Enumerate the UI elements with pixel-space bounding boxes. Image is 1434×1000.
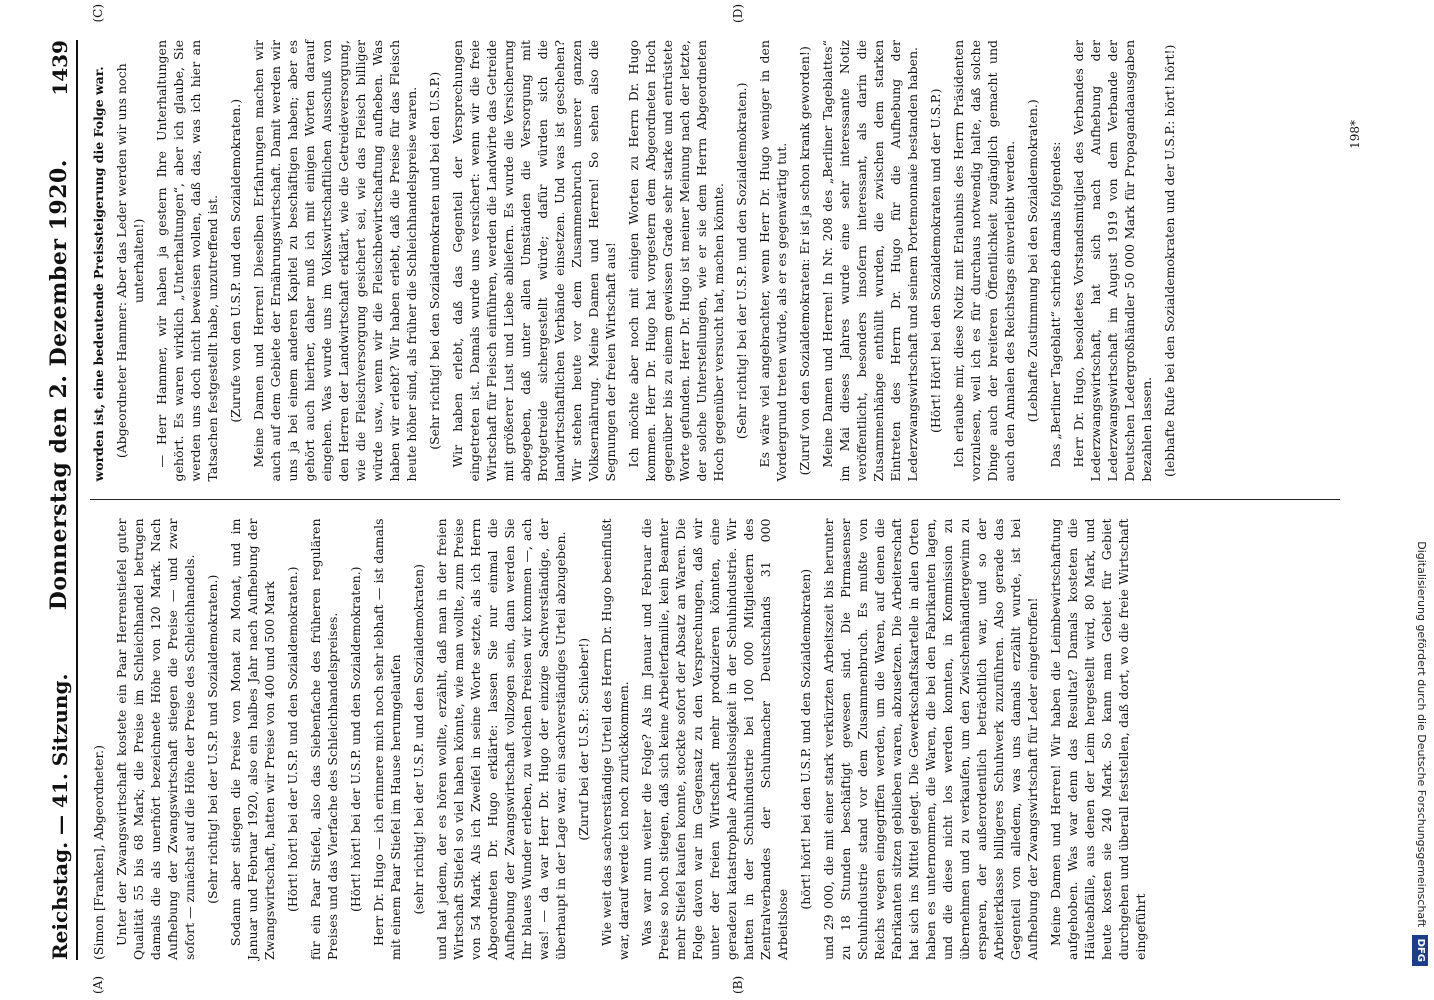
margin-marker-c: (C): [91, 4, 105, 23]
paragraph: Was war nun weiter die Folge? Als im Januar und Februar die Preise so hoch stiegen, daß sich keine Arbeiterfamilie, kein Beamter mehr Stiefel kaufen konnte, stockte sofort der Absatz an Waren. Die Folge davon war im Gegensatz zu den Versprechungen, daß wir unter der freien Wirtschaft mehr produzieren könnten, eine geradezu katastrophale Arbeitslosigkeit in der Schuhindustrie. Wir hatten in der Schuhindustrie bei 100 000 Mitgliedern des Zentralverbandes der Schuhmacher Deutschlands 31 000 Arbeitslose: [639, 518, 790, 960]
paragraph: Meine Damen und Herren! In Nr. 208 des „Berliner Tageblattes“ im Mai dieses Jahres wurde eine sehr interessante Notiz veröffentlicht, besonders insofern interessant, als darin die Zusammenhänge enthüllt wurden, die zwischen dem starken Eintreten des Herrn Dr. Hugo für die Aufhebung der Lederzwangswirtschaft und seinem Portemonnaie bestanden haben.: [820, 40, 920, 482]
credit-text: Digitalisierung gefördert durch die Deutsche Forschungsgemeinschaft: [1415, 541, 1428, 928]
paragraph: — Herr Hammer, wir haben ja gestern Ihre Unterhaltungen gehört. Es waren wirklich „Unterhaltungen“, aber ich glaube, Sie werden uns doch nicht beweisen wollen, daß das, was ich hier an Tatsachen festgestellt habe, unzutreffend ist.: [154, 40, 220, 482]
margin-marker-d: (D): [731, 4, 745, 23]
paragraph: Wir haben erlebt, daß das Gegenteil der Versprechungen eingetreten ist. Damals wurde uns versichert: wenn wir die freie Wirtschaft für Fleisch einführen, werden die Landwirte das Getreide mit größerer Lust und Liebe abliefern. Es wurde die Versicherung abgegeben, daß unter allen Umständen die Versorgung mit Brotgetreide sichergestellt würde; dafür würden sich die landwirtschaftlichen Verbände einsetzen. Und was ist geschehen? Wir stehen heute vor dem Zusammenbruch unserer ganzen Volksernährung. Meine Damen und Herren! So sehen also die Segnungen der freien Wirtschaft aus!: [450, 40, 618, 482]
interjection: (Hört! hört! bei der U.S.P. und den Sozialdemokraten.): [285, 566, 300, 913]
paragraph: worden ist, eine bedeutende Preissteigerung die Folge war.: [91, 66, 106, 482]
digitization-credit: [1410, 6, 1432, 966]
paragraph: Wie weit das sachverständige Urteil des Herrn Dr. Hugo beeinflußt war, darauf werde ich noch zurückkommen.: [599, 518, 631, 960]
paragraph: Ich erlaube mir, diese Notiz mit Erlaubnis des Herrn Präsidenten vorzulesen, weil ich es für durchaus notwendig halte, daß solche Dinge auch der breiteren Öffentlichkeit zugänglich gemacht und auch den Annalen des Reichstags einverleibt werden.: [951, 40, 1017, 482]
margin-marker-b: (B): [731, 975, 745, 994]
interjection: (Hört! Hört! bei den Sozialdemokraten und der U.S.P.): [928, 88, 943, 433]
text-columns: [90, 4, 1340, 994]
paragraph: Das „Berliner Tageblatt“ schrieb damals folgendes:: [1048, 141, 1063, 468]
paragraph: Meine Damen und Herren! Dieselben Erfahrungen machen wir auch auf dem Gebiete der Ernährungswirtschaft. Damit werden wir uns ja bei einem anderen Kapitel zu beschäftigen haben; aber es gehört auch hierher, daher muß ich mit einigen Worten darauf eingehen. Was wurde uns im Volkswirtschaftlichen Ausschuß von den Herren der Landwirtschaft erklärt, wie die Getreideversorgung, wie die Fleischversorgung gesichert sei, wie das Fleisch billiger würde usw., wenn wir die Fleischbewirtschaftung aufheben. Was haben wir erlebt? Wir haben erlebt, daß die Preise für das Fleisch heute höher sind, als früher die Schleichhandelspreise waren.: [251, 40, 419, 482]
interjection: (Abgeordneter Hammer: Aber das Leder werden wir uns noch unterhalten!): [114, 63, 146, 459]
paragraph: für ein Paar Stiefel, also das Siebenfache des früheren regulären Preises und das Vierfache des Schleichhandelspreises.: [308, 518, 340, 960]
margin-marker-a: (A): [91, 975, 105, 994]
paragraph: Sodann aber stiegen die Preise von Monat zu Monat, und im Januar und Februar 1920, also ein halbes Jahr nach Aufhebung der Zwangswirtschaft, hatten wir Preise von 400 und 500 Mark: [228, 518, 277, 960]
interjection: (lebhafte Rufe bei den Sozialdemokraten und der U.S.P.: hört! hört!): [1162, 44, 1177, 477]
column-left: [90, 518, 1340, 994]
header-left: Reichstag. — 41. Sitzung.: [48, 673, 72, 960]
page-number: 1439: [48, 40, 72, 96]
page-header: [28, 40, 78, 960]
paragraph: Es wäre viel angebrachter, wenn Herr Dr. Hugo weniger in den Vordergrund treten würde, als er es gegenwärtig tut.: [757, 40, 789, 482]
interjection: (Zuruf von den Sozialdemokraten: Er ist ja schon krank geworden!): [797, 46, 812, 476]
interjection: (Sehr richtig! bei der U.S.P. und den Sozialdemokraten.): [734, 82, 749, 440]
speaker-note: (Simon [Franken], Abgeordneter.): [91, 745, 106, 960]
interjection: (Zuruf bei der U.S.P.: Schieber!): [576, 637, 591, 841]
paragraph: Meine Damen und Herren! Wir haben die Leimbewirtschaftung aufgehoben. Was war denn das Resultat? Damals kosteten die Häuteabfälle, aus denen der Leim hergestellt wird, 80 Mark, und heute kosten sie 240 Mark. So kann man Gebiet für Gebiet durchgehen und überall feststellen, daß dort, wo die freie Wirtschaft eingeführt: [1048, 518, 1148, 960]
header-date: Donnerstag den 2. Dezember 1920.: [46, 159, 72, 611]
interjection: (Sehr richtig! bei der U.S.P. und Sozialdemokraten.): [205, 574, 220, 904]
paragraph: Ich möchte aber noch mit einigen Worten zu Herrn Dr. Hugo kommen. Herr Dr. Hugo hat vorgestern dem Abgeordneten Hoch gegenüber bis zu einem gewissen Grade sehr starke und entrüstete Worte gefunden. Herr Dr. Hugo ist meiner Meinung nach der letzte, der solche Unterstellungen, wie er sie dem Herrn Abgeordneten Hoch gegenüber versucht hat, machen könnte.: [626, 40, 726, 482]
dfg-logo: DFG: [1412, 935, 1428, 966]
interjection: (Sehr richtig! bei den Sozialdemokraten und bei den U.S.P.): [427, 71, 442, 450]
paragraph: Herr Dr. Hugo — ich erinnere mich noch sehr lebhaft — ist damals mit einem Paar Stiefel im Hause herumgelaufen: [371, 518, 403, 960]
interjection: (Zurufe von den U.S.P. und den Sozialdemokraten.): [228, 98, 243, 423]
quotation: Herr Dr. Hugo, besoldetes Vorstandsmitglied des Verbandes der Lederzwangswirtschaft, hat sich nach Aufhebung der Lederzwangswirtschaft im August 1919 von dem Verbande der Deutschen Ledergroßhändler 50 000 Mark für Propagandaausgaben bezahlen lassen.: [1071, 40, 1154, 482]
interjection: (hört! hört! bei den U.S.P. und den Sozialdemokraten): [798, 568, 813, 910]
sheet-signature: 198*: [1348, 120, 1362, 149]
interjection: (Hört! hört! bei der U.S.P. und den Sozialdemokraten.): [348, 566, 363, 913]
paragraph: Unter der Zwangswirtschaft kostete ein Paar Herrenstiefel guter Qualität 55 bis 68 Mark; die Preise im Schleichhandel betrugen damals die als unerhört bezeichnete Höhe von 120 Mark. Nach Aufhebung der Zwangswirtschaft stiegen die Preise — und zwar sofort — zunächst auf die Höhe der Preise des Schleichhandels.: [114, 518, 197, 960]
paragraph: und hat jedem, der es hören wollte, erzählt, daß man in der freien Wirtschaft Stiefel so viel haben könnte, wie man wollte, zum Preise von 54 Mark. Als ich Zweifel in seine Worte setzte, als ich Herrn Abgeordneten Dr. Hugo erklärte: lassen Sie nur einmal die Aufhebung der Zwangswirtschaft vollzogen sein, dann werden Sie Ihr blaues Wunder erleben, zu welchen Preisen wir kommen —, ach was! — da war Herr Dr. Hugo der einzige Sachverständige, der überhaupt in der Lage war, ein sachverständiges Urteil abzugeben.: [434, 518, 568, 960]
column-right: [90, 4, 1340, 501]
paragraph: und 29 000, die mit einer stark verkürzten Arbeitszeit bis herunter zu 18 Stunden beschäftigt gewesen sind. Die Pirmasenser Schuhindustrie stand vor dem Zusammenbruch. Es mußte von Reichs wegen eingegriffen werden, um die Waren, auf denen die Fabrikanten sitzen geblieben waren, abzusetzen. Die Arbeiterschaft hat sich ins Mittel gelegt. Die Gewerkschaftskartelle in allen Orten haben es unternommen, die Waren, die bei den Fabrikanten lagen, und die diese nicht los werden konnten, in Kommission zu übernehmen und zu verkaufen, um den Zwischenhändlergewinn zu ersparen, der außerordentlich beträchtlich war, und so der Arbeiterklasse billigeres Schuhwerk zuzuführen. Also gerade das Gegenteil von alledem, was uns damals erzählt wurde, ist bei Aufhebung der Zwangswirtschaft für Leder eingetroffen!: [821, 518, 1040, 960]
interjection: (Lebhafte Zustimmung bei den Sozialdemokraten.): [1025, 99, 1040, 423]
interjection: (sehr richtig! bei der U.S.P. und den Sozialdemokraten): [411, 564, 426, 915]
credit-text-wrap: [1410, 6, 1432, 966]
